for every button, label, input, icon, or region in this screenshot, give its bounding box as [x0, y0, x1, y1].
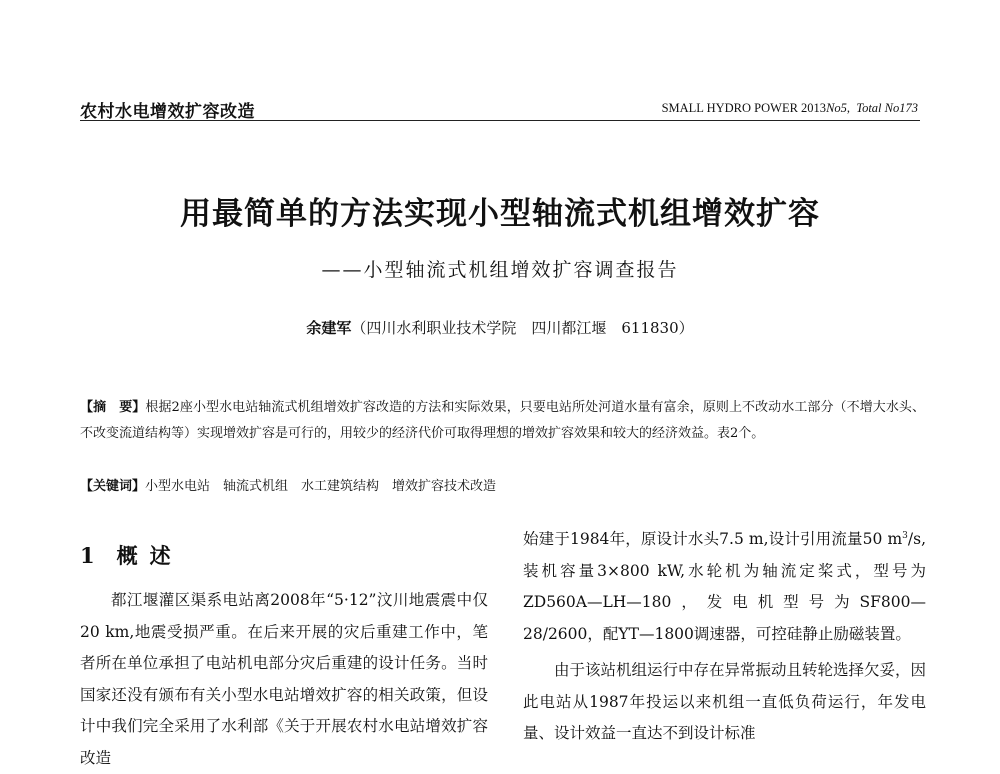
abstract — [80, 395, 925, 446]
paragraph — [523, 524, 926, 650]
section-title: 概述 — [116, 543, 183, 568]
total-issue-number: Total No173 — [856, 101, 918, 115]
keywords-label: 【关键词】 — [80, 479, 146, 494]
paragraph-part: 始建于1984年，原设计水头7.5 m,设计引用流量50 m — [523, 530, 903, 548]
section-heading — [80, 540, 183, 570]
author-name: 余建军 — [306, 319, 352, 337]
paragraph: 都江堰灌区渠系电站离2008年“5·12”汶川地震震中仅20 km,地震受损严重。在后来开展的灾后重建工作中，笔者所在单位承担了电站机电部分灾后重建的设计任务。当时国家还没有颁布有关小型水电站增效扩容的相关政策，但设计中我们完全采用了水利部《关于开展农村水电站增效扩容改造 — [80, 591, 488, 767]
author-line — [0, 317, 1000, 338]
paragraph: 由于该站机组运行中存在异常振动且转轮选择欠妥，因此电站从1987年投运以来机组一直低负荷运行，年发电量、设计效益一直达不到设计标准 — [523, 661, 927, 742]
header-rule — [80, 120, 920, 121]
superscript: 3 — [902, 530, 908, 541]
abstract-label: 【摘 要】 — [80, 400, 146, 415]
journal-section-label: 农村水电增效扩容改造 — [80, 102, 255, 122]
paragraph-part: /s,装机容量3×800 kW,水轮机为轴流定桨式，型号为ZD560A—LH—180，发电机型号为SF800—28/2600，配YT—1800调速器，可控硅静止励磁装置。 — [523, 530, 926, 643]
abstract-text: 根据2座小型水电站轴流式机组增效扩容改造的方法和实际效果，只要电站所处河道水量有富余，原则上不改动水工部分（不增大水头、不改变流道结构等）实现增效扩容是可行的，用较少的经济代价可取得理想的增效扩容效果和较大的经济效益。表2个。 — [80, 400, 925, 441]
journal-citation: SMALL HYDRO POWER 2013No5, Total No173 — [661, 101, 918, 115]
section-number: 1 — [80, 543, 95, 568]
article-title: 用最简单的方法实现小型轴流式机组增效扩容 — [180, 196, 820, 232]
keywords-text: 小型水电站 轴流式机组 水工建筑结构 增效扩容技术改造 — [145, 479, 497, 494]
journal-name-year: SMALL HYDRO POWER 2013 — [661, 101, 827, 115]
author-affiliation: （四川水利职业技术学院 四川都江堰 611830） — [351, 319, 694, 337]
article-subtitle: ——小型轴流式机组增效扩容调查报告 — [321, 259, 679, 281]
issue-number: No5 — [826, 101, 847, 115]
keywords — [80, 475, 925, 499]
right-column — [523, 524, 926, 750]
